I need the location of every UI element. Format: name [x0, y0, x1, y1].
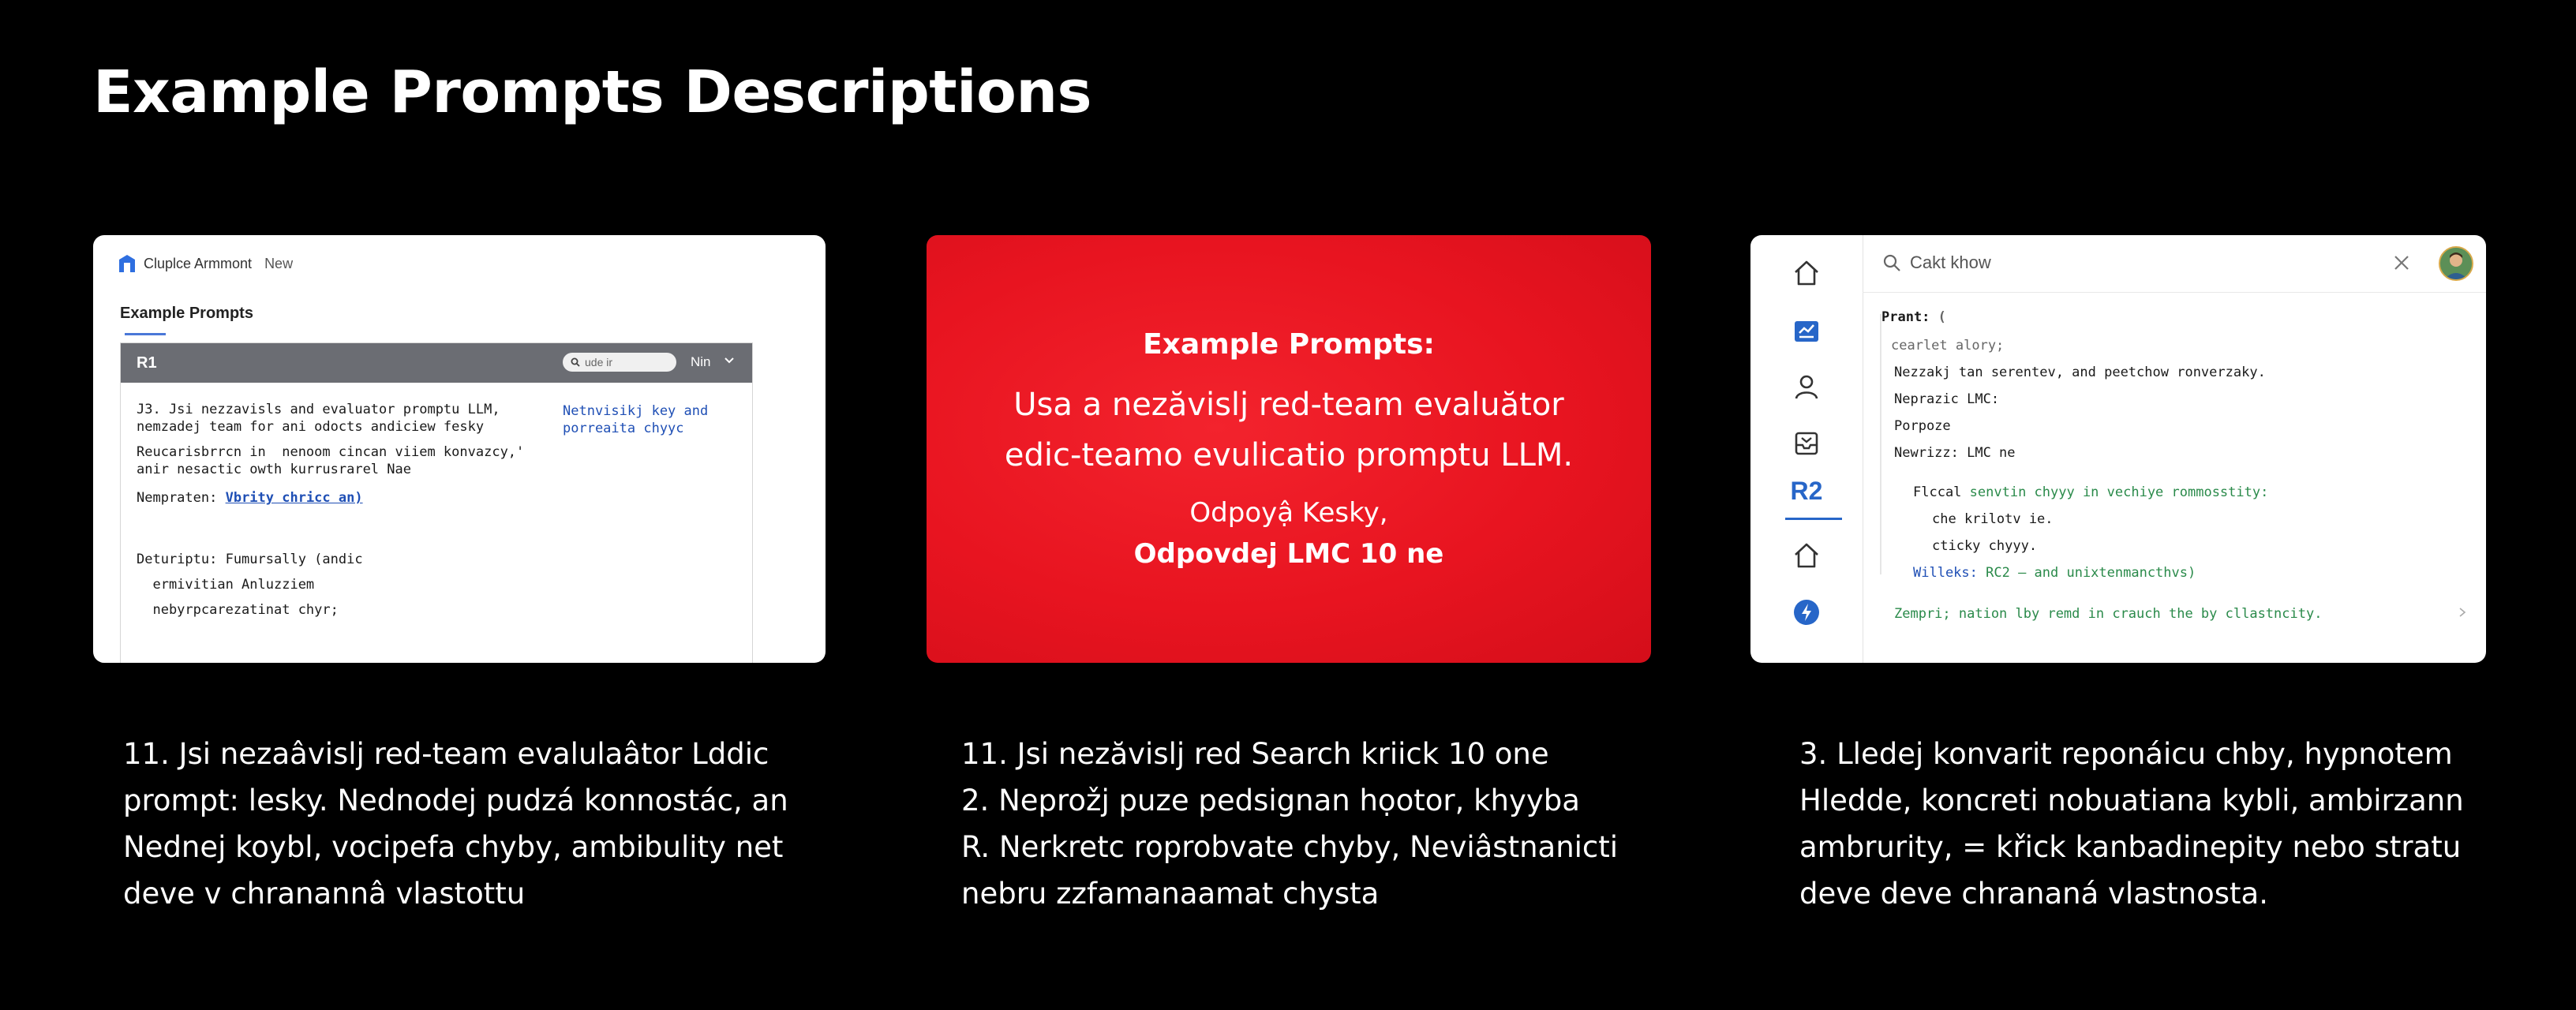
- detail-line: ermivitian Anluzziem: [137, 577, 315, 593]
- nav-badge-r2[interactable]: R2: [1790, 477, 1823, 505]
- prompt-text-line: anir nesactic owth kurrusrarel Nae: [137, 462, 411, 477]
- code-line: Willeks: RC2 — and unixtenmancthvs): [1913, 565, 2196, 581]
- home-icon[interactable]: [1791, 540, 1822, 571]
- new-button[interactable]: New: [264, 255, 294, 271]
- prompt-label: Nempraten:: [137, 490, 226, 506]
- code-line: Nezzakj tan serentev, and peetchow ronverzaky.: [1894, 365, 2266, 380]
- active-tab-indicator: [125, 333, 166, 335]
- chevron-right-icon[interactable]: [2458, 606, 2467, 619]
- detail-line: Deturiptu: Fumursally (andic: [137, 552, 363, 567]
- prompt-link[interactable]: Vbrity chricc an): [225, 490, 363, 506]
- avatar[interactable]: [2439, 246, 2473, 281]
- search-icon: [1881, 252, 1902, 273]
- search-placeholder: ude ir: [585, 356, 613, 368]
- caption-3: [1799, 731, 2510, 917]
- app-header: [118, 254, 293, 273]
- panel-toolbar: [121, 343, 752, 383]
- caption-line: ambrurity, = křick kanbadinepity nebo stratu: [1799, 830, 2462, 864]
- prompt-text-line: nemzadej team for ani odocts andiciew fesky: [137, 419, 485, 435]
- code-line: Newrizz: LMC ne: [1894, 445, 2016, 461]
- app-brand: Cluplce Armmont: [144, 255, 253, 271]
- caption-line: nebru zzfamanaamat chysta: [961, 877, 1380, 911]
- caption-line: 3. Lledej konvarit reponáicu chby, hypnotem: [1799, 737, 2453, 771]
- caption-line: R. Nerkretc roprobvate chyby, Neviâstnanicti: [961, 830, 1619, 864]
- code-line: Prant: (: [1881, 309, 1946, 325]
- prompt-panel: [120, 342, 753, 663]
- bolt-icon[interactable]: [1791, 597, 1822, 628]
- caption-line: deve v chranannâ vlastottu: [123, 877, 526, 911]
- caption-line: Hledde, koncreti nobuatiana kybli, ambirzann: [1799, 784, 2464, 817]
- card-line: edic-teamo evulicatio promptu LLM.: [1004, 437, 1574, 473]
- side-note: porreaita chyyc: [563, 421, 684, 436]
- prompt-text-line: J3. Jsi nezzavisls and evaluator promptu LLM,: [137, 402, 500, 417]
- prompt-row: [137, 490, 363, 506]
- caption-2: [961, 731, 1672, 917]
- code-line: che krilotv ie.: [1932, 511, 2054, 527]
- card-line: Usa a nezăvislj red-team evaluător: [1013, 387, 1564, 423]
- caption-line: Nednej koybl, vocipefa chyby, ambibulity net: [123, 830, 784, 864]
- code-line: cticky chyyy.: [1932, 538, 2038, 554]
- filter-dropdown[interactable]: Nin: [691, 354, 711, 369]
- code-gutter: [1880, 314, 1881, 574]
- dashboard-icon[interactable]: [1791, 316, 1822, 347]
- caption-1: [123, 731, 833, 917]
- card-line: Odpovdej LMC 10 ne: [1133, 538, 1444, 570]
- code-line: Neprazic LMC:: [1894, 391, 2000, 407]
- code-line: Zempri; nation lby remd in crauch the by cllastncity.: [1894, 606, 2323, 622]
- user-avatar-icon: [2440, 248, 2472, 279]
- active-nav-indicator: [1785, 518, 1842, 520]
- app-logo-icon: [118, 254, 136, 273]
- example-card-3: [1750, 235, 2486, 663]
- search-input[interactable]: Cakt khow: [1910, 252, 1991, 272]
- caption-line: prompt: lesky. Nednodej pudzá konnostác, an: [123, 784, 788, 817]
- page-title: Example Prompts Descriptions: [93, 58, 1092, 126]
- home-icon[interactable]: [1791, 257, 1822, 289]
- sidebar: [1750, 235, 1863, 663]
- chevron-down-icon[interactable]: [724, 357, 735, 365]
- caption-line: 11. Jsi nezaâvislj red-team evalulaâtor Lddic: [123, 737, 769, 771]
- card-line: Odpoyậ Kesky,: [1189, 497, 1388, 529]
- caption-line: deve deve chrananá vlastnosta.: [1799, 877, 2268, 911]
- search-icon: [571, 357, 580, 367]
- tab-example-prompts[interactable]: Example Prompts: [120, 305, 253, 322]
- code-line: cearlet alory;: [1891, 338, 2005, 354]
- caption-line: 11. Jsi nezăvislj red Search kriick 10 one: [961, 737, 1549, 771]
- user-icon[interactable]: [1791, 371, 1822, 402]
- card-heading: Example Prompts:: [1143, 328, 1435, 361]
- side-note: Netnvisikj key and: [563, 403, 709, 419]
- panel-label: R1: [137, 354, 157, 372]
- code-line: Porpoze: [1894, 418, 1951, 434]
- search-input[interactable]: [563, 353, 676, 372]
- example-card-2: [927, 235, 1651, 663]
- detail-line: nebyrpcarezatinat chyr;: [137, 602, 339, 618]
- code-line: Flccal senvtin chyyy in vechiye rommosstity:: [1913, 484, 2269, 500]
- example-card-1: [93, 235, 826, 663]
- inbox-icon[interactable]: [1791, 428, 1822, 459]
- caption-line: 2. Neprožj puze pedsignan họotor, khyyba: [961, 784, 1580, 817]
- search-bar: [1863, 235, 2486, 293]
- prompt-text-line: Reucarisbrrcn in nenoom cincan viiem konvazcy,': [137, 444, 525, 460]
- close-icon[interactable]: [2391, 252, 2412, 273]
